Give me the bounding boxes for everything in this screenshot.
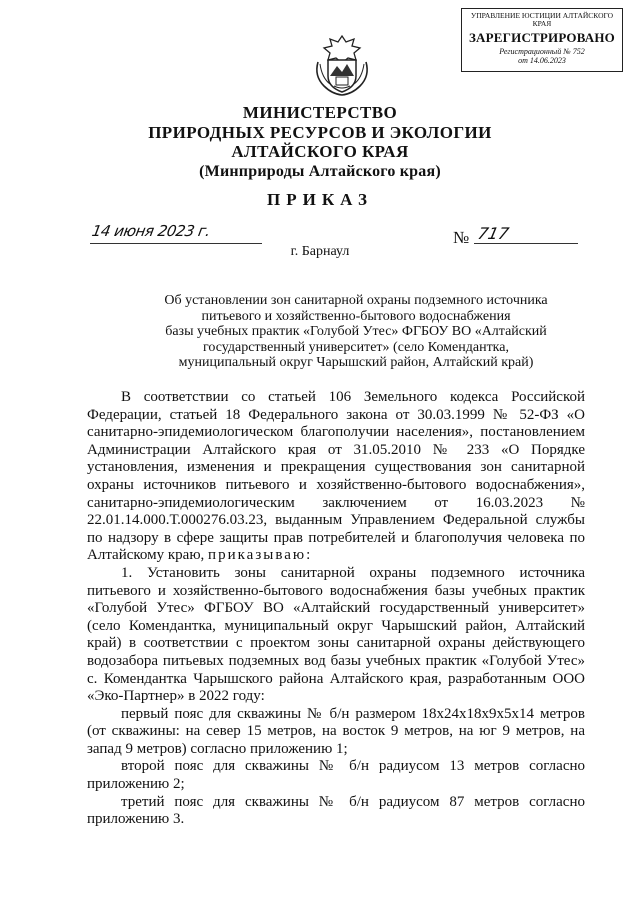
handwritten-date: 14 июня 2023 г. [90, 222, 212, 240]
belt-2-paragraph: второй пояс для скважины № б/н радиусом 13 метров согласно приложению 2; [87, 758, 585, 793]
handwritten-number: 717 [475, 224, 511, 243]
preamble-text: В соответствии со статьей 106 Земельного кодекса Российской Федерации, статьей 18 Федерального закона от 30.03.1999 № 52-ФЗ «О санитарно-эпидемиологическом благополучии населения», постановлением Администрации Алтайского края от 31.05.2010 № 233 «О Порядке установления, изменения и прекращения существования зон санитарной охраны источников питьевого и хозяйственно-бытового водоснабжения», санитарно-эпидемиологическим заключением от 16.03.2023 № 22.01.14.000.Т.000276.03.23, выданным Управлением Федеральной службы по надзору в сфере защиты прав потребителей и благополучия человека по Алтайскому краю, [87, 389, 585, 564]
stamp-reg-number: Регистрационный № 752 [499, 47, 585, 57]
document-type-title: ПРИКАЗ [267, 190, 373, 209]
order-word: приказываю: [208, 547, 313, 564]
stamp-authority: УПРАВЛЕНИЕ ЮСТИЦИИ АЛТАЙСКОГО КРАЯ [470, 11, 614, 28]
ministry-line-2: ПРИРОДНЫХ РЕСУРСОВ И ЭКОЛОГИИ [148, 122, 492, 142]
order-body [87, 389, 585, 829]
item-1-paragraph: 1. Установить зоны санитарной охраны подземного источника питьевого и хозяйственно-бытового водоснабжения базы учебных практик «Голубой Утес» ФГБОУ ВО «Алтайский государственный университет» (село Комендантка, муниципальный округ Чарышский район, Алтайский край) в соответствии с проектом зоны санитарной охраны действующего водозабора питьевых подземных вод базы учебных практик «Голубой Утес» с. Комендантка Чарышского района Алтайского края, разработанным ООО «Эко-Партнер» в 2022 году: [87, 564, 585, 705]
city-line: г. Барнаул [290, 244, 350, 259]
stamp-date: от 14.06.2023 [518, 55, 566, 65]
altai-krai-coat-of-arms-icon [310, 32, 374, 98]
ministry-header [0, 103, 640, 181]
ministry-short-name: (Минприроды Алтайского края) [199, 162, 441, 180]
number-label: № [453, 228, 470, 247]
belt-1-paragraph: первый пояс для скважины № б/н размером 18x24x18x9x5x14 метров (от скважины: на север 15 метров, на восток 9 метров, на юг 9 метров, на запад 9 метров) согласно приложению 1; [87, 705, 585, 757]
subject-line-3: базы учебных практик «Голубой Утес» ФГБОУ ВО «Алтайский [165, 324, 547, 339]
subject-line-2: питьевого и хозяйственно-бытового водоснабжения [201, 308, 511, 324]
subject-line-4: государственный университет» (село Комендантка, [202, 339, 509, 355]
subject-line-1: Об установлении зон санитарной охраны подземного источника [164, 293, 548, 308]
belt-3-paragraph: третий пояс для скважины № б/н радиусом 87 метров согласно приложению 3. [87, 793, 585, 828]
stamp-status: ЗАРЕГИСТРИРОВАНО [469, 29, 615, 45]
registration-stamp [461, 8, 623, 72]
subject-line-5: муниципальный округ Чарышский район, Алтайский край) [178, 355, 534, 370]
ministry-line-1: МИНИСТЕРСТВО [242, 103, 398, 122]
preamble-paragraph [87, 389, 585, 565]
order-subject [140, 293, 572, 371]
ministry-line-3: АЛТАЙСКОГО КРАЯ [231, 142, 409, 161]
